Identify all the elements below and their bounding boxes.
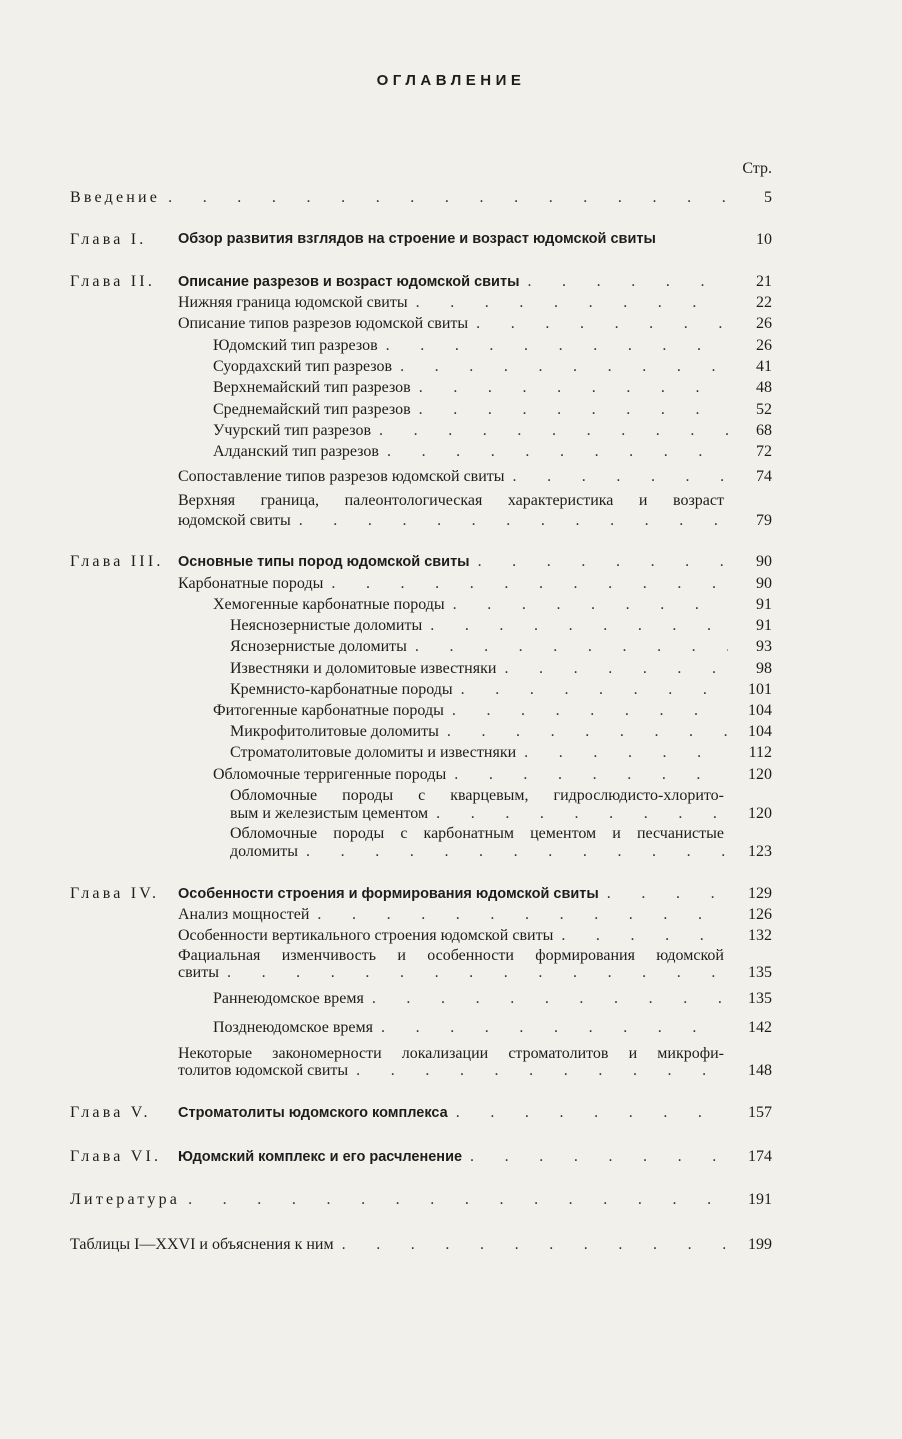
toc-entry-page: 126: [748, 906, 772, 923]
toc-entry-page: 123: [748, 843, 772, 860]
toc-entry-text: Анализ мощностей: [178, 906, 310, 923]
toc-entry-text-line1: Некоторые закономерности локализации строматолитов и микрофи-: [178, 1045, 724, 1062]
toc-entry-text: Верхнемайский тип разрезов: [213, 379, 411, 396]
toc-entry-page: 142: [748, 1019, 772, 1036]
toc-entry-page: 135: [748, 964, 772, 981]
toc-entry-text: Юдомский комплекс и его расчленение: [178, 1149, 463, 1165]
toc-entry-text-line1: Фациальная изменчивость и особенности формирования юдомской: [178, 947, 724, 964]
toc-entry-page: 120: [748, 805, 772, 822]
toc-entry-page: 91: [756, 617, 772, 634]
toc-entry-text: Обломочные терригенные породы: [213, 766, 447, 783]
toc-entry-text: Строматолиты юдомского комплекса: [178, 1105, 448, 1121]
toc-entry-text: Известняки и доломитовые известняки: [230, 660, 497, 677]
toc-entry-text: толитов юдомской свиты: [178, 1062, 349, 1079]
toc-entry-page: 101: [748, 681, 772, 698]
toc-entry-text: Юдомский тип разрезов: [213, 337, 378, 354]
toc-entry-text: Учурский тип разрезов: [213, 422, 371, 439]
chapter-label: Глава II.: [70, 273, 156, 290]
toc-entry-text: Микрофитолитовые доломиты: [230, 723, 439, 740]
page-title: ОГЛАВЛЕНИЕ: [376, 72, 526, 89]
toc-entry-text: Неяснозернистые доломиты: [230, 617, 423, 634]
toc-entry-text: Суордахский тип разрезов: [213, 358, 393, 375]
toc-entry-page: 148: [748, 1062, 772, 1079]
chapter-label: Глава I.: [70, 231, 147, 248]
toc-entry-text-line1: Обломочные породы с карбонатным цементом и песчанистые: [230, 825, 724, 842]
toc-entry-text: Яснозернистые доломиты: [230, 638, 407, 655]
toc-entry-text: Обзор развития взглядов на строение и возраст юдомской свиты: [178, 231, 656, 247]
toc-entry-text: Описание типов разрезов юдомской свиты: [178, 315, 469, 332]
toc-entry-page: 112: [748, 744, 772, 761]
toc-entry-page: 191: [748, 1191, 772, 1208]
toc-entry-text: Среднемайский тип разрезов: [213, 401, 411, 418]
toc-entry-page: 90: [756, 575, 772, 592]
toc-entry-text: Введение: [70, 189, 161, 206]
toc-entry-text: Сопоставление типов разрезов юдомской свиты: [178, 468, 505, 485]
toc-entry-page: 22: [756, 294, 772, 311]
toc-entry-page: 48: [756, 379, 772, 396]
toc-entry-page: 79: [756, 512, 772, 529]
toc-entry-page: 199: [748, 1236, 772, 1253]
toc-entry-text: Основные типы пород юдомской свиты: [178, 554, 470, 570]
toc-entry-page: 21: [756, 273, 772, 290]
toc-entry-text: Таблицы I—XXVI и объяснения к ним: [70, 1236, 334, 1253]
toc-entry-page: 93: [756, 638, 772, 655]
toc-entry-page: 174: [748, 1148, 772, 1165]
toc-entry-text: Описание разрезов и возраст юдомской свиты: [178, 274, 520, 290]
toc-entry-text: Нижняя граница юдомской свиты: [178, 294, 408, 311]
toc-entry-page: 91: [756, 596, 772, 613]
toc-entry-page: 68: [756, 422, 772, 439]
toc-entry-page: 41: [756, 358, 772, 375]
page-column-label: Стр.: [742, 160, 772, 177]
toc-entry-text: Карбонатные породы: [178, 575, 324, 592]
chapter-label: Глава III.: [70, 553, 164, 570]
toc-entry-text: Особенности строения и формирования юдомской свиты: [178, 886, 599, 902]
toc-entry-page: 74: [756, 468, 772, 485]
toc-entry-text-line1: Обломочные породы с кварцевым, гидрослюдисто-хлорито-: [230, 787, 724, 804]
toc-entry-page: 132: [748, 927, 772, 944]
toc-entry-page: 135: [748, 990, 772, 1007]
toc-entry-text: вым и железистым цементом: [230, 805, 429, 822]
toc-entry-page: 72: [756, 443, 772, 460]
toc-entry-text: Особенности вертикального строения юдомской свиты: [178, 927, 554, 944]
toc-entry-page: 104: [748, 702, 772, 719]
toc-entry-text: Фитогенные карбонатные породы: [213, 702, 444, 719]
toc-entry-text: юдомской свиты: [178, 512, 291, 529]
toc-entry-page: 26: [756, 315, 772, 332]
toc-entry-text: доломиты: [230, 843, 299, 860]
toc-entry-page: 120: [748, 766, 772, 783]
toc-entry-page: 10: [756, 231, 772, 248]
toc-entry-text: Строматолитовые доломиты и известняки: [230, 744, 517, 761]
toc-entry-text: Кремнисто-карбонатные породы: [230, 681, 453, 698]
toc-entry-page: 104: [748, 723, 772, 740]
toc-entry-text: Алданский тип разрезов: [213, 443, 379, 460]
toc-entry-text: Хемогенные карбонатные породы: [213, 596, 445, 613]
toc-entry-page: 90: [756, 553, 772, 570]
toc-entry-text: свиты: [178, 964, 219, 981]
chapter-label: Глава V.: [70, 1104, 151, 1121]
toc-entry-page: 26: [756, 337, 772, 354]
toc-entry-page: 98: [756, 660, 772, 677]
toc-entry-text: Позднеюдомское время: [213, 1019, 373, 1036]
toc-entry-page: 157: [748, 1104, 772, 1121]
chapter-label: Глава VI.: [70, 1148, 162, 1165]
toc-entry-text-line1: Верхняя граница, палеонтологическая характеристика и возраст: [178, 492, 724, 509]
chapter-label: Глава IV.: [70, 885, 160, 902]
toc-entry-text: Литература: [70, 1191, 181, 1208]
toc-entry-text: Раннеюдомское время: [213, 990, 364, 1007]
toc-entry-page: 5: [764, 189, 772, 206]
toc-entry-page: 52: [756, 401, 772, 418]
toc-entry-page: 129: [748, 885, 772, 902]
